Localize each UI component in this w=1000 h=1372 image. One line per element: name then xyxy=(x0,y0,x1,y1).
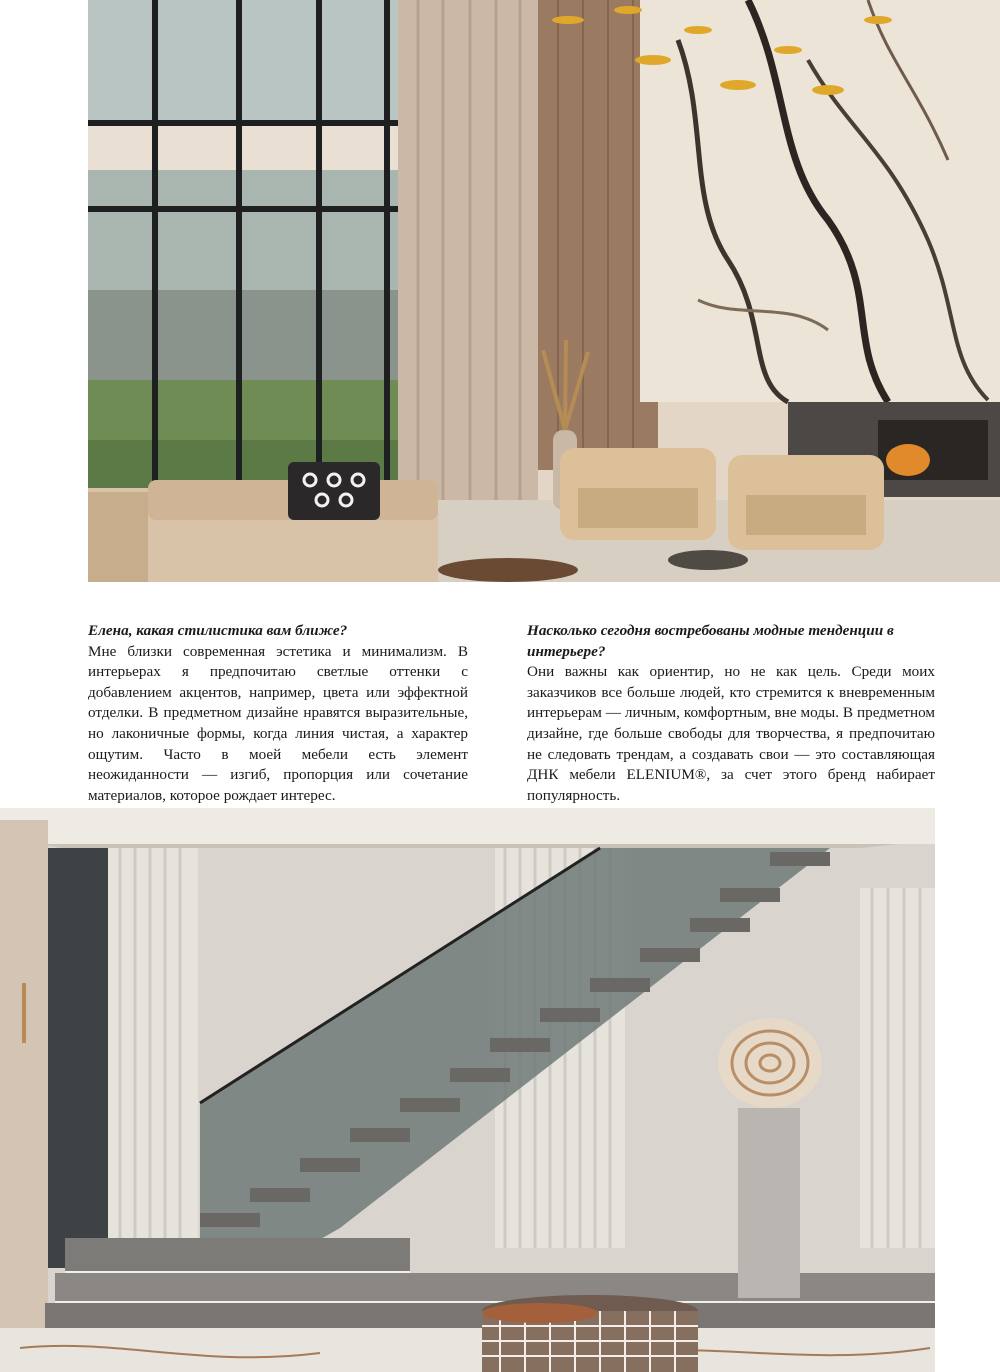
article-column-left xyxy=(88,621,468,806)
living-room-photo xyxy=(88,0,1000,582)
answer-style: Мне близки современная эстетика и минимализм. В интерьерах я предпочитаю светлые оттенки с добавлением акцентов, например, цвета или эффектной отделки. В предметном дизайне нравятся выразительные, но лаконичные формы, когда линия чистая, а характер ощутим. Часто в моей мебели есть элемент неожиданности — изгиб, пропорция или сочетание материалов, которое рождает интерес. xyxy=(88,642,468,804)
staircase-hall-photo xyxy=(0,808,935,1372)
article-column-right xyxy=(527,621,935,806)
question-style: Елена, какая стилистика вам ближе? xyxy=(88,622,348,639)
answer-trends: Они важны как ориентир, но не как цель. Среди моих заказчиков все больше людей, кто стремится к вневременным интерьерам — личным, комфортным, вне моды. В предметном дизайне, где больше свободы для творчества, я предпочитаю не следовать трендам, а создавать свои — это составляющая ДНК мебели ELENIUM®, за счет этого бренд набирает популярность. xyxy=(527,663,935,804)
question-trends: Насколько сегодня востребованы модные тенденции в интерьере? xyxy=(527,622,894,660)
